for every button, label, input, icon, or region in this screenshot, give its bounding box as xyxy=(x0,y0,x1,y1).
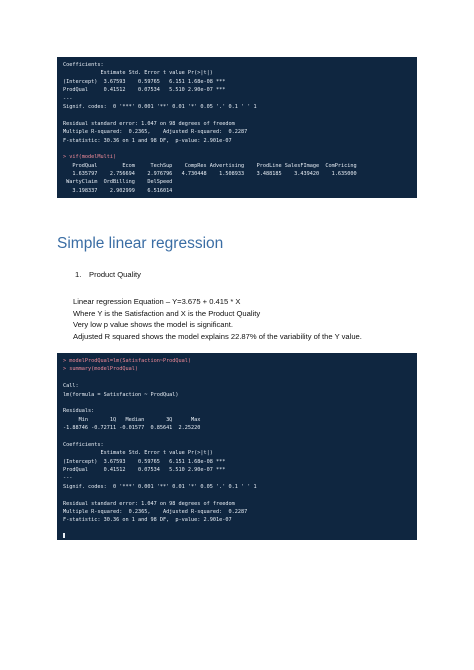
console-output-line xyxy=(63,145,411,153)
console-output-line: Estimate Std. Error t value Pr(>|t|) xyxy=(63,450,213,457)
console-output-line: Multiple R-squared: 0.2365, Adjusted R-squared: 0.2287 xyxy=(63,509,248,516)
r-console-output-multi xyxy=(57,57,417,198)
console-output-line: (Intercept) 3.67593 0.59765 6.151 1.68e-08 *** xyxy=(63,458,226,465)
console-output-line: lm(formula = Satisfaction ~ ProdQual) xyxy=(63,391,179,398)
console-command-line: > modelProdQual=lm(Satisfaction~ProdQual) xyxy=(63,358,192,364)
console-output-line: ProdQual 0.41512 0.07534 5.510 2.90e-07 *** xyxy=(63,87,226,94)
list-text: Product Quality xyxy=(89,270,141,279)
console-output-line: Signif. codes: 0 '***' 0.001 '**' 0.01 '*' 0.05 '.' 0.1 ' ' 1 xyxy=(63,483,257,490)
console-output-line xyxy=(63,525,411,533)
console-output-line: Residuals: xyxy=(63,408,95,415)
console-output-line: F-statistic: 30.36 on 1 and 98 DF, p-value: 2.901e-07 xyxy=(63,517,232,524)
console-output-line xyxy=(63,111,411,119)
explanation-paragraph xyxy=(73,296,362,342)
console-output-line: Min 1Q Median 3Q Max xyxy=(63,416,201,423)
console-output-line: Residual standard error: 1.047 on 98 degrees of freedom xyxy=(63,120,235,127)
console-output-line: -1.88746 -0.72711 -0.01577 0.85641 2.25220 xyxy=(63,425,201,432)
console-output-line: 1.635797 2.756694 2.976796 4.730448 1.508933 3.488185 3.439420 1.635000 xyxy=(63,171,357,178)
console-output-line: Estimate Std. Error t value Pr(>|t|) xyxy=(63,70,213,77)
section-heading: Simple linear regression xyxy=(57,235,224,252)
console-output-line xyxy=(63,491,411,499)
console-output-line: Multiple R-squared: 0.2365, Adjusted R-squared: 0.2287 xyxy=(63,129,248,136)
console-output-line: --- xyxy=(63,95,73,102)
console-output-line: WartyClaim OrdBilling DelSpeed xyxy=(63,179,173,186)
r-console-output-simple xyxy=(57,353,417,540)
console-command-line: > vif(modelMulti) xyxy=(63,154,117,161)
console-output-line xyxy=(63,433,411,441)
text-cursor-icon xyxy=(63,533,65,538)
console-command-line: > summary(modelProdQual) xyxy=(63,366,138,373)
console-output-line: ProdQual Ecom TechSup CompRes Advertising ProdLine SalesFImage ComPricing xyxy=(63,162,357,169)
paragraph-line: Very low p value shows the model is significant. xyxy=(73,320,233,330)
console-output-line: Signif. codes: 0 '***' 0.001 '**' 0.01 '*' 0.05 '.' 0.1 ' ' 1 xyxy=(63,103,257,110)
console-output-line: Call: xyxy=(63,383,79,390)
console-output-line: Coefficients: xyxy=(63,62,104,68)
console-output-line xyxy=(63,399,411,407)
console-output-line: (Intercept) 3.67593 0.59765 6.151 1.68e-08 *** xyxy=(63,78,226,85)
console-output-line xyxy=(63,374,411,382)
list-item-product-quality xyxy=(75,270,141,279)
list-number: 1. xyxy=(75,270,82,279)
console-output-line: ProdQual 0.41512 0.07534 5.510 2.90e-07 *** xyxy=(63,467,226,474)
console-output-line: F-statistic: 30.36 on 1 and 98 DF, p-value: 2.901e-07 xyxy=(63,137,232,144)
paragraph-line: Where Y is the Satisfaction and X is the Product Quality xyxy=(73,308,261,318)
console-output-line: Coefficients: xyxy=(63,441,104,448)
console-output-line: Residual standard error: 1.047 on 98 degrees of freedom xyxy=(63,500,235,507)
console-prompt-line[interactable] xyxy=(63,533,411,540)
paragraph-line: Linear regression Equation – Y=3.675 + 0.415 * X xyxy=(73,297,241,306)
console-output-line: --- xyxy=(63,475,73,482)
console-output-line: 3.198337 2.902999 6.516014 xyxy=(63,187,173,194)
paragraph-line: Adjusted R squared shows the model explains 22.87% of the variability of the Y value. xyxy=(73,331,362,341)
